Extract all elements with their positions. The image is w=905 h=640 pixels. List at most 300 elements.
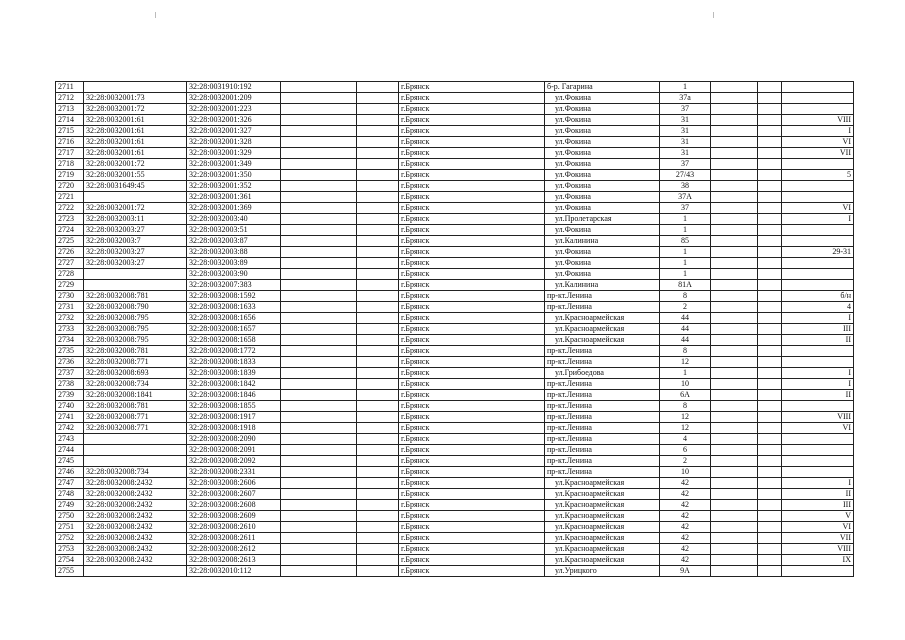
city-cell: г.Брянск — [399, 456, 545, 467]
empty-cell — [281, 115, 357, 126]
city-cell: г.Брянск — [399, 104, 545, 115]
empty-cell — [281, 280, 357, 291]
cadastral-number-cell: 32:28:0031910:192 — [187, 82, 281, 93]
table-row — [56, 500, 854, 511]
empty-cell — [711, 533, 758, 544]
empty-cell — [281, 192, 357, 203]
old-cadastral-number-cell — [84, 269, 187, 280]
row-number-cell: 2721 — [56, 192, 84, 203]
row-number-cell: 2722 — [56, 203, 84, 214]
house-number-cell: 37 — [660, 203, 711, 214]
empty-cell — [281, 456, 357, 467]
premises-number-cell — [782, 357, 854, 368]
empty-cell — [758, 511, 782, 522]
old-cadastral-number-cell: 32:28:0031649:45 — [84, 181, 187, 192]
house-number-cell: 42 — [660, 489, 711, 500]
cadastral-number-cell: 32:28:0032001:349 — [187, 159, 281, 170]
old-cadastral-number-cell: 32:28:0032008:2432 — [84, 522, 187, 533]
empty-cell — [758, 115, 782, 126]
house-number-cell: 37А — [660, 192, 711, 203]
city-cell: г.Брянск — [399, 566, 545, 577]
row-number-cell: 2728 — [56, 269, 84, 280]
table-row — [56, 368, 854, 379]
premises-number-cell — [782, 566, 854, 577]
empty-cell — [758, 93, 782, 104]
house-number-cell: 31 — [660, 126, 711, 137]
premises-number-cell: VI — [782, 203, 854, 214]
old-cadastral-number-cell: 32:28:0032008:2432 — [84, 511, 187, 522]
house-number-cell: 4 — [660, 434, 711, 445]
cadastral-number-cell: 32:28:0032010:112 — [187, 566, 281, 577]
street-cell: ул.Калинина — [545, 280, 660, 291]
empty-cell — [758, 555, 782, 566]
empty-cell — [281, 291, 357, 302]
empty-cell — [357, 148, 399, 159]
empty-cell — [758, 291, 782, 302]
premises-number-cell — [782, 346, 854, 357]
street-cell: ул.Урицкого — [545, 566, 660, 577]
empty-cell — [758, 489, 782, 500]
empty-cell — [711, 247, 758, 258]
empty-cell — [357, 368, 399, 379]
empty-cell — [281, 544, 357, 555]
empty-cell — [357, 126, 399, 137]
old-cadastral-number-cell: 32:28:0032008:1841 — [84, 390, 187, 401]
premises-number-cell: VI — [782, 137, 854, 148]
city-cell: г.Брянск — [399, 214, 545, 225]
empty-cell — [357, 379, 399, 390]
cadastral-number-cell: 32:28:0032008:2606 — [187, 478, 281, 489]
registry-table — [55, 81, 854, 577]
empty-cell — [711, 291, 758, 302]
old-cadastral-number-cell: 32:28:0032008:2432 — [84, 533, 187, 544]
empty-cell — [758, 423, 782, 434]
street-cell: ул.Фокина — [545, 203, 660, 214]
empty-cell — [758, 390, 782, 401]
empty-cell — [758, 137, 782, 148]
empty-cell — [758, 104, 782, 115]
empty-cell — [711, 401, 758, 412]
scan-speck — [713, 12, 714, 18]
house-number-cell: 1 — [660, 214, 711, 225]
empty-cell — [281, 368, 357, 379]
house-number-cell: 1 — [660, 269, 711, 280]
table-row — [56, 137, 854, 148]
cadastral-number-cell: 32:28:0032008:2090 — [187, 434, 281, 445]
table-row — [56, 159, 854, 170]
empty-cell — [281, 159, 357, 170]
premises-number-cell: II — [782, 489, 854, 500]
cadastral-number-cell: 32:28:0032008:1657 — [187, 324, 281, 335]
street-cell: ул.Фокина — [545, 192, 660, 203]
empty-cell — [711, 357, 758, 368]
empty-cell — [711, 236, 758, 247]
street-cell: ул.Красноармейская — [545, 313, 660, 324]
cadastral-number-cell: 32:28:0032008:2608 — [187, 500, 281, 511]
house-number-cell: 12 — [660, 423, 711, 434]
row-number-cell: 2732 — [56, 313, 84, 324]
row-number-cell: 2740 — [56, 401, 84, 412]
old-cadastral-number-cell: 32:28:0032001:61 — [84, 115, 187, 126]
house-number-cell: 10 — [660, 467, 711, 478]
empty-cell — [281, 489, 357, 500]
house-number-cell: 38 — [660, 181, 711, 192]
empty-cell — [711, 170, 758, 181]
row-number-cell: 2747 — [56, 478, 84, 489]
premises-number-cell — [782, 82, 854, 93]
premises-number-cell — [782, 280, 854, 291]
empty-cell — [357, 478, 399, 489]
city-cell: г.Брянск — [399, 313, 545, 324]
city-cell: г.Брянск — [399, 159, 545, 170]
empty-cell — [758, 181, 782, 192]
empty-cell — [357, 500, 399, 511]
empty-cell — [758, 533, 782, 544]
old-cadastral-number-cell: 32:28:0032008:781 — [84, 291, 187, 302]
city-cell: г.Брянск — [399, 390, 545, 401]
house-number-cell: 1 — [660, 225, 711, 236]
empty-cell — [357, 434, 399, 445]
table-row — [56, 126, 854, 137]
street-cell: ул.Фокина — [545, 170, 660, 181]
cadastral-number-cell: 32:28:0032008:2612 — [187, 544, 281, 555]
old-cadastral-number-cell: 32:28:0032001:73 — [84, 93, 187, 104]
premises-number-cell: VIII — [782, 115, 854, 126]
old-cadastral-number-cell: 32:28:0032001:72 — [84, 159, 187, 170]
premises-number-cell: 5 — [782, 170, 854, 181]
street-cell: ул.Красноармейская — [545, 478, 660, 489]
empty-cell — [758, 412, 782, 423]
empty-cell — [711, 225, 758, 236]
empty-cell — [281, 247, 357, 258]
table-row — [56, 181, 854, 192]
house-number-cell: 44 — [660, 335, 711, 346]
row-number-cell: 2749 — [56, 500, 84, 511]
empty-cell — [758, 148, 782, 159]
table-row — [56, 313, 854, 324]
city-cell: г.Брянск — [399, 280, 545, 291]
empty-cell — [357, 511, 399, 522]
old-cadastral-number-cell: 32:28:0032001:61 — [84, 137, 187, 148]
empty-cell — [357, 291, 399, 302]
premises-number-cell — [782, 181, 854, 192]
city-cell: г.Брянск — [399, 203, 545, 214]
house-number-cell: 37а — [660, 93, 711, 104]
row-number-cell: 2718 — [56, 159, 84, 170]
old-cadastral-number-cell: 32:28:0032008:781 — [84, 346, 187, 357]
empty-cell — [758, 357, 782, 368]
table-row — [56, 346, 854, 357]
table-row — [56, 335, 854, 346]
city-cell: г.Брянск — [399, 181, 545, 192]
cadastral-number-cell: 32:28:0032008:1633 — [187, 302, 281, 313]
empty-cell — [357, 313, 399, 324]
street-cell: пр-кт.Ленина — [545, 357, 660, 368]
premises-number-cell: 29-31 — [782, 247, 854, 258]
empty-cell — [281, 533, 357, 544]
table-row — [56, 456, 854, 467]
empty-cell — [281, 566, 357, 577]
premises-number-cell: III — [782, 324, 854, 335]
empty-cell — [758, 192, 782, 203]
city-cell: г.Брянск — [399, 324, 545, 335]
old-cadastral-number-cell: 32:28:0032003:7 — [84, 236, 187, 247]
table-row — [56, 82, 854, 93]
empty-cell — [281, 445, 357, 456]
house-number-cell: 42 — [660, 522, 711, 533]
empty-cell — [281, 335, 357, 346]
house-number-cell: 42 — [660, 500, 711, 511]
row-number-cell: 2730 — [56, 291, 84, 302]
table-row — [56, 291, 854, 302]
street-cell: ул.Красноармейская — [545, 335, 660, 346]
row-number-cell: 2741 — [56, 412, 84, 423]
cadastral-number-cell: 32:28:0032001:327 — [187, 126, 281, 137]
street-cell: пр-кт.Ленина — [545, 401, 660, 412]
cadastral-number-cell: 32:28:0032008:1842 — [187, 379, 281, 390]
old-cadastral-number-cell: 32:28:0032008:795 — [84, 313, 187, 324]
street-cell: пр-кт.Ленина — [545, 346, 660, 357]
empty-cell — [711, 445, 758, 456]
row-number-cell: 2724 — [56, 225, 84, 236]
row-number-cell: 2716 — [56, 137, 84, 148]
house-number-cell: 8 — [660, 291, 711, 302]
row-number-cell: 2713 — [56, 104, 84, 115]
cadastral-number-cell: 32:28:0032008:1846 — [187, 390, 281, 401]
city-cell: г.Брянск — [399, 434, 545, 445]
empty-cell — [281, 423, 357, 434]
premises-number-cell: IX — [782, 555, 854, 566]
city-cell: г.Брянск — [399, 533, 545, 544]
cadastral-number-cell: 32:28:0032008:1917 — [187, 412, 281, 423]
row-number-cell: 2731 — [56, 302, 84, 313]
premises-number-cell: III — [782, 500, 854, 511]
empty-cell — [758, 324, 782, 335]
premises-number-cell: б/н — [782, 291, 854, 302]
street-cell: пр-кт.Ленина — [545, 291, 660, 302]
empty-cell — [281, 346, 357, 357]
street-cell: ул.Красноармейская — [545, 324, 660, 335]
cadastral-number-cell: 32:28:0032008:2607 — [187, 489, 281, 500]
house-number-cell: 42 — [660, 555, 711, 566]
empty-cell — [281, 434, 357, 445]
registry-table-body — [56, 82, 854, 577]
old-cadastral-number-cell: 32:28:0032008:2432 — [84, 544, 187, 555]
empty-cell — [357, 225, 399, 236]
old-cadastral-number-cell: 32:28:0032008:795 — [84, 324, 187, 335]
empty-cell — [758, 214, 782, 225]
row-number-cell: 2736 — [56, 357, 84, 368]
row-number-cell: 2750 — [56, 511, 84, 522]
empty-cell — [758, 203, 782, 214]
empty-cell — [281, 104, 357, 115]
house-number-cell: 6А — [660, 390, 711, 401]
premises-number-cell: I — [782, 379, 854, 390]
table-row — [56, 412, 854, 423]
empty-cell — [357, 456, 399, 467]
empty-cell — [357, 280, 399, 291]
cadastral-number-cell: 32:28:0032008:1658 — [187, 335, 281, 346]
empty-cell — [711, 126, 758, 137]
row-number-cell: 2725 — [56, 236, 84, 247]
street-cell: ул.Красноармейская — [545, 533, 660, 544]
old-cadastral-number-cell — [84, 566, 187, 577]
street-cell: пр-кт.Ленина — [545, 302, 660, 313]
empty-cell — [357, 214, 399, 225]
cadastral-number-cell: 32:28:0032008:2331 — [187, 467, 281, 478]
empty-cell — [711, 346, 758, 357]
empty-cell — [711, 489, 758, 500]
old-cadastral-number-cell — [84, 456, 187, 467]
city-cell: г.Брянск — [399, 126, 545, 137]
empty-cell — [711, 555, 758, 566]
street-cell: ул.Фокина — [545, 258, 660, 269]
premises-number-cell: I — [782, 126, 854, 137]
empty-cell — [758, 434, 782, 445]
old-cadastral-number-cell: 32:28:0032008:781 — [84, 401, 187, 412]
empty-cell — [711, 104, 758, 115]
city-cell: г.Брянск — [399, 148, 545, 159]
old-cadastral-number-cell: 32:28:0032003:27 — [84, 247, 187, 258]
street-cell: ул.Красноармейская — [545, 522, 660, 533]
city-cell: г.Брянск — [399, 357, 545, 368]
empty-cell — [357, 203, 399, 214]
empty-cell — [711, 214, 758, 225]
cadastral-number-cell: 32:28:0032008:1772 — [187, 346, 281, 357]
row-number-cell: 2719 — [56, 170, 84, 181]
old-cadastral-number-cell: 32:28:0032001:61 — [84, 148, 187, 159]
city-cell: г.Брянск — [399, 489, 545, 500]
empty-cell — [758, 170, 782, 181]
empty-cell — [281, 170, 357, 181]
old-cadastral-number-cell: 32:28:0032008:790 — [84, 302, 187, 313]
empty-cell — [711, 423, 758, 434]
cadastral-number-cell: 32:28:0032008:1656 — [187, 313, 281, 324]
empty-cell — [711, 511, 758, 522]
city-cell: г.Брянск — [399, 258, 545, 269]
empty-cell — [711, 412, 758, 423]
premises-number-cell — [782, 159, 854, 170]
empty-cell — [357, 467, 399, 478]
empty-cell — [357, 544, 399, 555]
row-number-cell: 2755 — [56, 566, 84, 577]
street-cell: ул.Грибоедова — [545, 368, 660, 379]
empty-cell — [281, 412, 357, 423]
house-number-cell: 37 — [660, 104, 711, 115]
street-cell: пр-кт.Ленина — [545, 423, 660, 434]
empty-cell — [711, 302, 758, 313]
empty-cell — [711, 456, 758, 467]
premises-number-cell: I — [782, 214, 854, 225]
row-number-cell: 2726 — [56, 247, 84, 258]
city-cell: г.Брянск — [399, 379, 545, 390]
row-number-cell: 2737 — [56, 368, 84, 379]
empty-cell — [281, 313, 357, 324]
row-number-cell: 2746 — [56, 467, 84, 478]
table-row — [56, 467, 854, 478]
empty-cell — [758, 258, 782, 269]
empty-cell — [711, 324, 758, 335]
empty-cell — [758, 82, 782, 93]
city-cell: г.Брянск — [399, 544, 545, 555]
empty-cell — [711, 137, 758, 148]
city-cell: г.Брянск — [399, 302, 545, 313]
street-cell: ул.Красноармейская — [545, 500, 660, 511]
premises-number-cell — [782, 456, 854, 467]
city-cell: г.Брянск — [399, 368, 545, 379]
empty-cell — [281, 522, 357, 533]
empty-cell — [281, 181, 357, 192]
table-row — [56, 357, 854, 368]
house-number-cell: 1 — [660, 247, 711, 258]
empty-cell — [357, 258, 399, 269]
table-row — [56, 104, 854, 115]
empty-cell — [357, 335, 399, 346]
street-cell: ул.Фокина — [545, 247, 660, 258]
house-number-cell: 44 — [660, 313, 711, 324]
empty-cell — [281, 126, 357, 137]
street-cell: пр-кт.Ленина — [545, 412, 660, 423]
row-number-cell: 2712 — [56, 93, 84, 104]
house-number-cell: 10 — [660, 379, 711, 390]
table-row — [56, 115, 854, 126]
premises-number-cell — [782, 467, 854, 478]
city-cell: г.Брянск — [399, 555, 545, 566]
empty-cell — [758, 126, 782, 137]
city-cell: г.Брянск — [399, 137, 545, 148]
premises-number-cell: VI — [782, 423, 854, 434]
empty-cell — [281, 302, 357, 313]
premises-number-cell: I — [782, 368, 854, 379]
old-cadastral-number-cell: 32:28:0032008:771 — [84, 423, 187, 434]
street-cell: ул.Фокина — [545, 148, 660, 159]
cadastral-number-cell: 32:28:0032008:2609 — [187, 511, 281, 522]
empty-cell — [357, 489, 399, 500]
row-number-cell: 2744 — [56, 445, 84, 456]
city-cell: г.Брянск — [399, 82, 545, 93]
old-cadastral-number-cell: 32:28:0032008:771 — [84, 357, 187, 368]
old-cadastral-number-cell: 32:28:0032003:27 — [84, 258, 187, 269]
empty-cell — [711, 269, 758, 280]
cadastral-number-cell: 32:28:0032001:209 — [187, 93, 281, 104]
empty-cell — [357, 555, 399, 566]
city-cell: г.Брянск — [399, 93, 545, 104]
scan-speck — [155, 12, 156, 18]
table-row — [56, 170, 854, 181]
old-cadastral-number-cell — [84, 445, 187, 456]
old-cadastral-number-cell: 32:28:0032008:734 — [84, 379, 187, 390]
house-number-cell: 12 — [660, 357, 711, 368]
row-number-cell: 2735 — [56, 346, 84, 357]
street-cell: б-р. Гагарина — [545, 82, 660, 93]
empty-cell — [758, 522, 782, 533]
city-cell: г.Брянск — [399, 346, 545, 357]
premises-number-cell: I — [782, 478, 854, 489]
cadastral-number-cell: 32:28:0032008:1833 — [187, 357, 281, 368]
row-number-cell: 2748 — [56, 489, 84, 500]
table-row — [56, 269, 854, 280]
street-cell: ул.Фокина — [545, 93, 660, 104]
old-cadastral-number-cell: 32:28:0032008:771 — [84, 412, 187, 423]
street-cell: пр-кт.Ленина — [545, 390, 660, 401]
empty-cell — [758, 456, 782, 467]
cadastral-number-cell: 32:28:0032001:326 — [187, 115, 281, 126]
empty-cell — [281, 214, 357, 225]
cadastral-number-cell: 32:28:0032007:383 — [187, 280, 281, 291]
city-cell: г.Брянск — [399, 478, 545, 489]
empty-cell — [711, 82, 758, 93]
row-number-cell: 2742 — [56, 423, 84, 434]
